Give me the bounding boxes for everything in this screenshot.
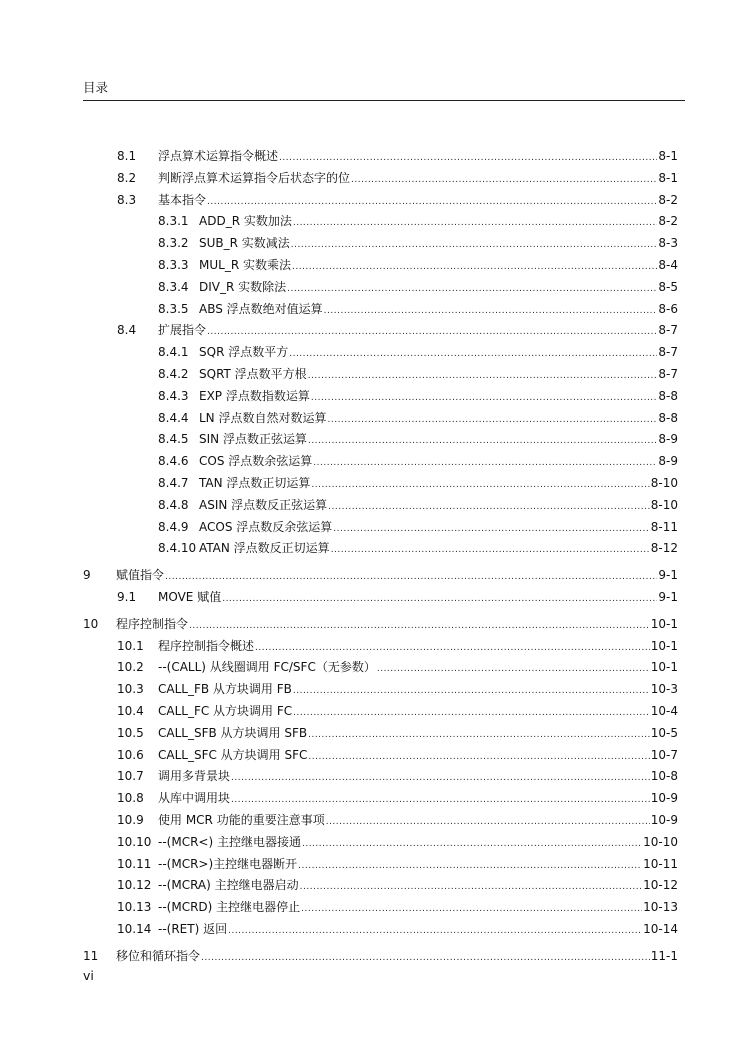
toc-entry-title: ACOS 浮点数反余弦运算 (199, 519, 333, 534)
toc-entry-number: 10.1 (117, 638, 144, 653)
toc-entry[interactable] (117, 747, 678, 763)
toc-entry-page: 8-2 (658, 214, 678, 229)
toc-leader-dots (293, 215, 658, 231)
toc-entry-number: 8.4.6 (158, 454, 189, 469)
toc-entry[interactable] (117, 834, 678, 850)
toc-leader-dots (165, 569, 657, 585)
toc-entry-number: 8.3.5 (158, 301, 189, 316)
toc-entry-title: --(CALL) 从线圈调用 FC/SFC（无参数） (158, 660, 376, 675)
toc-entry-title: LN 浮点数自然对数运算 (199, 410, 327, 425)
toc-entry-title: --(MCR<) 主控继电器接通 (158, 834, 301, 849)
toc-entry[interactable] (158, 257, 678, 273)
toc-entry[interactable] (117, 192, 678, 208)
toc-entry-page: 10-1 (650, 638, 678, 653)
toc-entry-title: --(RET) 返回 (158, 922, 228, 936)
toc-entry-title: 从库中调用块 (158, 791, 231, 806)
toc-leader-dots (231, 770, 650, 786)
toc-leader-dots (311, 477, 649, 493)
toc-entry-number: 9.1 (117, 590, 137, 604)
toc-entry[interactable] (117, 322, 678, 338)
toc-leader-dots (313, 455, 657, 471)
toc-entry-number: 10 (83, 616, 99, 631)
toc-entry-page: 10-3 (650, 682, 678, 697)
toc-entry-number: 10.2 (117, 660, 144, 675)
toc-leader-dots (207, 324, 657, 340)
toc-entry-title: COS 浮点数余弦运算 (199, 454, 313, 469)
toc-leader-dots (255, 640, 650, 656)
toc-entry-page: 8-6 (658, 301, 678, 316)
toc-entry-page: 10-7 (650, 747, 678, 762)
toc-entry[interactable] (117, 921, 678, 937)
toc-leader-dots (331, 542, 650, 558)
toc-entry[interactable] (117, 790, 678, 806)
toc-leader-dots (324, 303, 658, 319)
toc-entry[interactable] (117, 659, 678, 675)
toc-entry-number: 8.4.10 (158, 541, 197, 556)
toc-entry-title: ABS 浮点数绝对值运算 (199, 301, 323, 316)
toc-entry[interactable] (158, 475, 678, 491)
toc-entry-page: 10-9 (650, 813, 678, 827)
toc-entry[interactable] (158, 388, 678, 404)
toc-entry[interactable] (117, 638, 678, 654)
toc-leader-dots (308, 727, 650, 743)
toc-entry-number: 8.3.2 (158, 236, 189, 251)
toc-entry-page: 10-13 (643, 900, 678, 915)
toc-entry-title: 调用多背景块 (158, 769, 231, 784)
toc-entry-title: 赋值指令 (116, 568, 165, 583)
toc-entry-page: 10-12 (643, 878, 678, 893)
toc-entry-number: 10.13 (117, 900, 152, 915)
toc-entry[interactable] (158, 410, 678, 426)
toc-entry-page: 10-9 (650, 791, 678, 806)
toc-leader-dots (326, 814, 650, 830)
toc-entry-page: 8-1 (658, 170, 678, 185)
toc-leader-dots (293, 705, 650, 721)
toc-entry-number: 8.4 (117, 323, 137, 338)
toc-entry-number: 8.3.1 (158, 214, 189, 229)
toc-entry[interactable] (158, 344, 678, 360)
toc-leader-dots (308, 433, 657, 449)
toc-entry-number: 8.4.7 (158, 476, 189, 490)
toc-entry-number: 10.3 (117, 682, 144, 697)
toc-entry-number: 11 (83, 948, 99, 963)
toc-entry-number: 8.4.8 (158, 497, 189, 512)
toc-entry-number: 8.3.4 (158, 279, 189, 294)
toc-entry-title: --(MCR>)主控继电器断开 (158, 856, 298, 871)
toc-entry[interactable] (117, 148, 678, 164)
toc-entry-title: ADD_R 实数加法 (199, 214, 292, 229)
toc-entry-number: 9 (83, 568, 91, 583)
toc-entry-number: 10.6 (117, 747, 144, 762)
toc-entry-title: CALL_SFC 从方块调用 SFC (158, 747, 308, 762)
toc-entry-title: 基本指令 (158, 192, 207, 207)
toc-entry-number: 8.3 (117, 192, 137, 207)
toc-entry-title: SQRT 浮点数平方根 (199, 367, 307, 381)
toc-entry-page: 8-12 (650, 541, 678, 556)
toc-entry-title: TAN 浮点数正切运算 (199, 476, 311, 490)
toc-entry-page: 8-7 (658, 323, 678, 338)
toc-entry-title: MUL_R 实数乘法 (199, 258, 291, 272)
toc-entry[interactable] (158, 301, 678, 317)
toc-entry[interactable] (158, 540, 678, 556)
toc-leader-dots (201, 950, 650, 966)
toc-entry-title: 浮点算术运算指令概述 (158, 149, 279, 163)
toc-entry-page: 8-9 (658, 454, 678, 469)
toc-entry-title: 扩展指令 (158, 323, 207, 338)
toc-entry-page: 10-8 (650, 769, 678, 784)
toc-entry-number: 8.2 (117, 170, 137, 185)
toc-entry[interactable] (117, 725, 678, 741)
toc-leader-dots (311, 390, 658, 406)
toc-entry-title: CALL_FC 从方块调用 FC (158, 704, 293, 718)
toc-entry[interactable] (117, 681, 678, 697)
toc-leader-dots (333, 521, 650, 537)
toc-entry-page: 10-5 (650, 725, 678, 740)
toc-entry[interactable] (158, 497, 678, 513)
toc-entry-number: 10.9 (117, 813, 144, 827)
toc-leader-dots (377, 661, 650, 677)
toc-leader-dots (298, 858, 642, 874)
toc-leader-dots (228, 923, 642, 939)
toc-entry[interactable] (117, 856, 678, 872)
toc-entry-title: MOVE 赋值 (158, 590, 222, 604)
toc-entry-title: 判断浮点算术运算指令后状态字的位 (158, 170, 351, 185)
toc-entry-number: 10.8 (117, 791, 144, 806)
toc-entry-page: 9-1 (658, 568, 678, 583)
toc-entry-page: 8-8 (658, 388, 678, 403)
toc-entry[interactable] (158, 235, 678, 251)
toc-leader-dots (327, 412, 657, 428)
toc-entry-page: 10-10 (643, 834, 678, 849)
toc-entry-title: 程序控制指令 (116, 616, 189, 631)
toc-entry[interactable] (83, 567, 678, 583)
toc-leader-dots (291, 237, 658, 253)
toc-entry-title: CALL_FB 从方块调用 FB (158, 682, 292, 697)
toc-leader-dots (292, 259, 657, 275)
toc-entry-page: 10-14 (643, 922, 678, 936)
toc-leader-dots (351, 172, 657, 188)
toc-entry-title: SQR 浮点数平方 (199, 345, 289, 360)
toc-entry-number: 10.12 (117, 878, 152, 893)
toc-entry-title: ASIN 浮点数反正弦运算 (199, 497, 328, 512)
toc-entry[interactable] (83, 948, 678, 964)
toc-entry-title: 移位和循环指令 (116, 948, 201, 963)
header-title: 目录 (83, 80, 109, 95)
toc-entry-page: 8-3 (658, 236, 678, 251)
toc-entry[interactable] (158, 279, 678, 295)
toc-leader-dots (207, 194, 657, 210)
toc-entry-page: 10-1 (650, 660, 678, 675)
toc-entry[interactable] (117, 899, 678, 915)
toc-entry-page: 8-7 (658, 367, 678, 381)
toc-entry[interactable] (158, 213, 678, 229)
toc-leader-dots (293, 683, 650, 699)
toc-entry-number: 8.4.5 (158, 432, 189, 447)
toc-entry[interactable] (158, 431, 678, 447)
toc-entry-page: 8-5 (658, 279, 678, 294)
toc-entry-page: 8-2 (658, 192, 678, 207)
toc-entry-number: 8.4.2 (158, 367, 189, 381)
toc-entry[interactable] (117, 703, 678, 719)
toc-leader-dots (279, 150, 657, 166)
toc-leader-dots (328, 499, 650, 515)
toc-entry-title: --(MCRA) 主控继电器启动 (158, 878, 299, 893)
toc-leader-dots (189, 618, 650, 634)
toc-entry-title: SIN 浮点数正弦运算 (199, 432, 307, 447)
toc-entry[interactable] (158, 366, 678, 382)
toc-entry-number: 10.14 (117, 922, 152, 936)
toc-entry[interactable] (158, 519, 678, 535)
toc-entry-title: CALL_SFB 从方块调用 SFB (158, 725, 308, 740)
toc-leader-dots (308, 749, 649, 765)
toc-entry-number: 8.4.4 (158, 410, 189, 425)
toc-entry-page: 8-4 (658, 258, 678, 272)
toc-entry-title: EXP 浮点数指数运算 (199, 388, 310, 403)
toc-entry[interactable] (83, 616, 678, 632)
toc-entry-title: --(MCRD) 主控继电器停止 (158, 900, 301, 915)
toc-entry-number: 10.4 (117, 704, 144, 718)
toc-entry-title: ATAN 浮点数反正切运算 (199, 541, 330, 556)
toc-entry-page: 8-11 (650, 519, 678, 534)
toc-entry-page: 10-11 (643, 856, 678, 871)
toc-entry[interactable] (117, 768, 678, 784)
toc-leader-dots (222, 591, 657, 607)
toc-entry-page: 9-1 (658, 590, 678, 604)
toc-entry[interactable] (117, 812, 678, 828)
toc-leader-dots (300, 879, 642, 895)
toc-leader-dots (289, 346, 657, 362)
toc-entry-title: 程序控制指令概述 (158, 638, 255, 653)
toc-entry-page: 8-10 (650, 476, 678, 490)
toc-entry-page: 10-4 (650, 704, 678, 718)
header-rule (83, 100, 685, 101)
toc-entry-title: 使用 MCR 功能的重要注意事项 (158, 813, 325, 827)
toc-entry-page: 8-7 (658, 345, 678, 360)
toc-entry-number: 8.4.3 (158, 388, 189, 403)
toc-entry-number: 10.11 (117, 856, 152, 871)
toc-entry[interactable] (117, 170, 678, 186)
toc-entry-number: 8.3.3 (158, 258, 189, 272)
toc-entry-title: SUB_R 实数减法 (199, 236, 290, 251)
toc-leader-dots (302, 836, 642, 852)
toc-entry-title: DIV_R 实数除法 (199, 279, 287, 294)
toc-entry[interactable] (117, 877, 678, 893)
toc-entry[interactable] (117, 589, 678, 605)
toc-entry-number: 8.4.1 (158, 345, 189, 360)
toc-entry-page: 8-1 (658, 149, 678, 163)
page-number: vi (83, 968, 94, 983)
toc-entry-number: 10.7 (117, 769, 144, 784)
toc-entry-page: 10-1 (650, 616, 678, 631)
toc-entry[interactable] (158, 453, 678, 469)
toc-leader-dots (308, 368, 658, 384)
toc-entry-number: 8.4.9 (158, 519, 189, 534)
toc-entry-number: 10.5 (117, 725, 144, 740)
toc-entry-number: 10.10 (117, 834, 152, 849)
toc-entry-page: 11-1 (650, 948, 678, 963)
toc-leader-dots (301, 901, 642, 917)
toc-entry-number: 8.1 (117, 149, 137, 163)
toc-entry-page: 8-8 (658, 410, 678, 425)
toc-leader-dots (287, 281, 657, 297)
toc-entry-page: 8-10 (650, 497, 678, 512)
toc-leader-dots (231, 792, 650, 808)
toc-entry-page: 8-9 (658, 432, 678, 447)
